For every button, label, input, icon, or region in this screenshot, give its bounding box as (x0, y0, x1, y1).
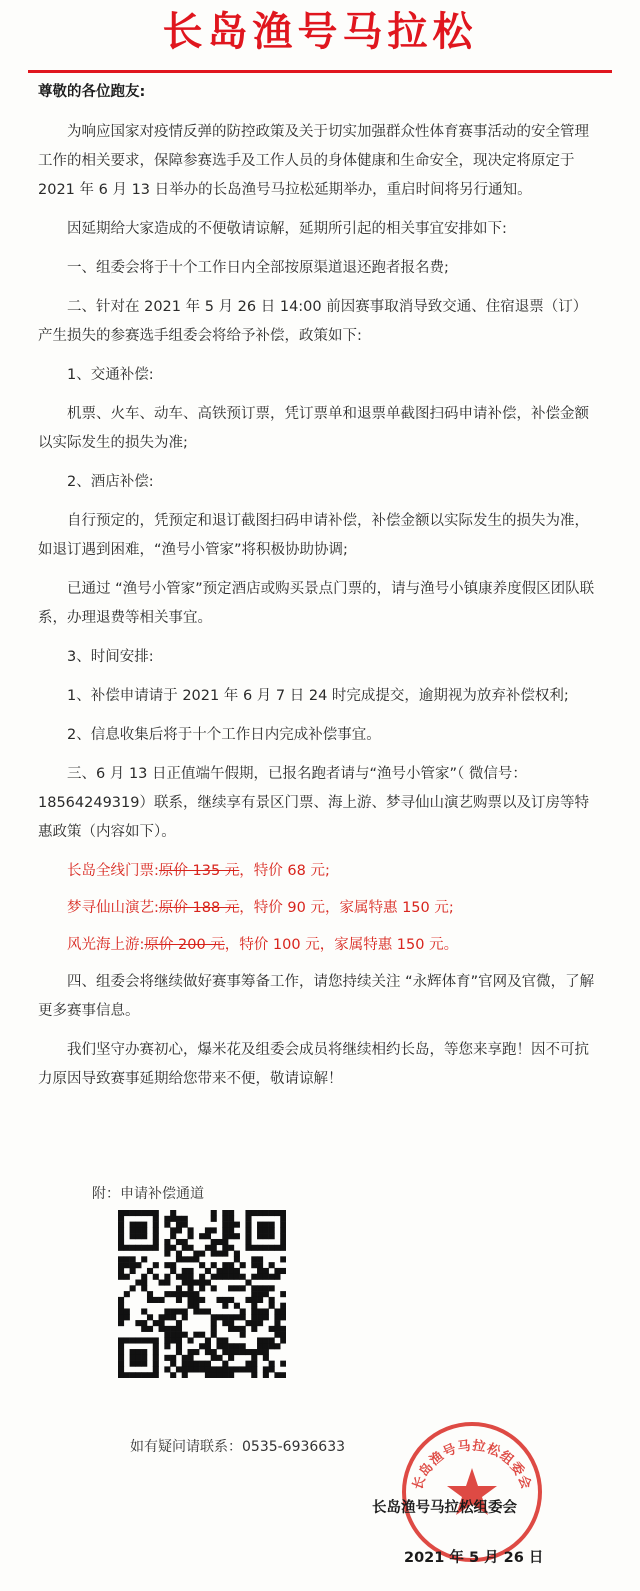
offer-name: 长岛全线门票: (67, 863, 159, 879)
paragraph: 二、针对在 2021 年 5 月 26 日 14:00 前因赛事取消导致交通、住宿退票（订）产生损失的参赛选手组委会将给予补偿，政策如下: (38, 299, 588, 344)
appendix-label: 附：申请补偿通道 (92, 1186, 204, 1202)
offer-special-price: ，特价 90 元， (239, 900, 340, 916)
offer-family-price: 家属特惠 150 元。 (334, 937, 459, 953)
organizer-name: 长岛渔号马拉松组委会 (372, 1500, 517, 1516)
paragraph: 已通过 “渔号小管家”预定酒店或购买景点门票的，请与渔号小镇康养度假区团队联系，办理退费等相关事宜。 (38, 581, 595, 626)
paragraph: 一、组委会将于十个工作日内全部按原渠道退还跑者报名费; (67, 260, 449, 276)
paragraph: 2、酒店补偿: (67, 474, 154, 490)
offer-original-price: 原价 135 元 (158, 863, 240, 879)
offer-line (38, 894, 598, 923)
notice-body (38, 118, 598, 1104)
offer-line (38, 857, 598, 886)
paragraph: 自行预定的，凭预定和退订截图扫码申请补偿，补偿金额以实际发生的损失为准，如退订遇到困难，“渔号小管家”将积极协助协调; (38, 513, 589, 558)
paragraph: 1、补偿申请请于 2021 年 6 月 7 日 24 时完成提交，逾期视为放弃补偿权利; (67, 688, 569, 704)
paragraph: 三、6 月 13 日正值端午假期，已报名跑者请与“渔号小管家”（ 微信号：18564249319）联系，继续享有景区门票、海上游、梦寻仙山演艺购票以及订房等特惠政策（内容如下）。 (38, 766, 589, 840)
paragraph: 我们坚守办赛初心，爆米花及组委会成员将继续相约长岛，等您来享跑！因不可抗力原因导致赛事延期给您带来不便，敬请谅解！ (38, 1042, 589, 1087)
contact-info: 如有疑问请联系：0535-6936633 (130, 1439, 346, 1455)
offer-special-price: ，特价 100 元， (224, 937, 335, 953)
offer-original-price: 原价 188 元 (158, 900, 240, 916)
offer-special-price: ，特价 68 元; (239, 863, 330, 879)
paragraph: 3、时间安排: (67, 649, 154, 665)
paragraph: 1、交通补偿: (67, 367, 154, 383)
seal-text: 长岛渔号马拉松组委会 (410, 1438, 534, 1492)
paragraph: 机票、火车、动车、高铁预订票，凭订票单和退票单截图扫码申请补偿，补偿金额以实际发生的损失为准; (38, 406, 589, 451)
issue-date: 2021 年 5 月 26 日 (404, 1550, 544, 1566)
paragraph: 为响应国家对疫情反弹的防控政策及关于切实加强群众性体育赛事活动的安全管理工作的相关要求，保障参赛选手及工作人员的身体健康和生命安全，现决定将原定于 2021 年 6 月 13 日举办的长岛渔号马拉松延期举办，重启时间将另行通知。 (38, 124, 589, 198)
header-title: 长岛渔号马拉松 (162, 9, 478, 55)
offer-original-price: 原价 200 元 (144, 937, 225, 953)
official-seal-icon (398, 1418, 546, 1566)
paragraph: 四、组委会将继续做好赛事筹备工作，请您持续关注 “永辉体育”官网及官微，了解更多赛事信息。 (38, 974, 595, 1019)
offer-name: 梦寻仙山演艺: (67, 900, 159, 916)
offer-line (38, 931, 598, 960)
offer-name: 风光海上游: (67, 937, 145, 953)
salutation: 尊敬的各位跑友: (38, 84, 146, 100)
header-rule (28, 70, 612, 73)
qr-code[interactable] (118, 1210, 286, 1378)
paragraph: 因延期给大家造成的不便敬请谅解，延期所引起的相关事宜安排如下: (67, 221, 507, 237)
paragraph: 2、信息收集后将于十个工作日内完成补偿事宜。 (67, 727, 381, 743)
offer-family-price: 家属特惠 150 元; (339, 900, 454, 916)
